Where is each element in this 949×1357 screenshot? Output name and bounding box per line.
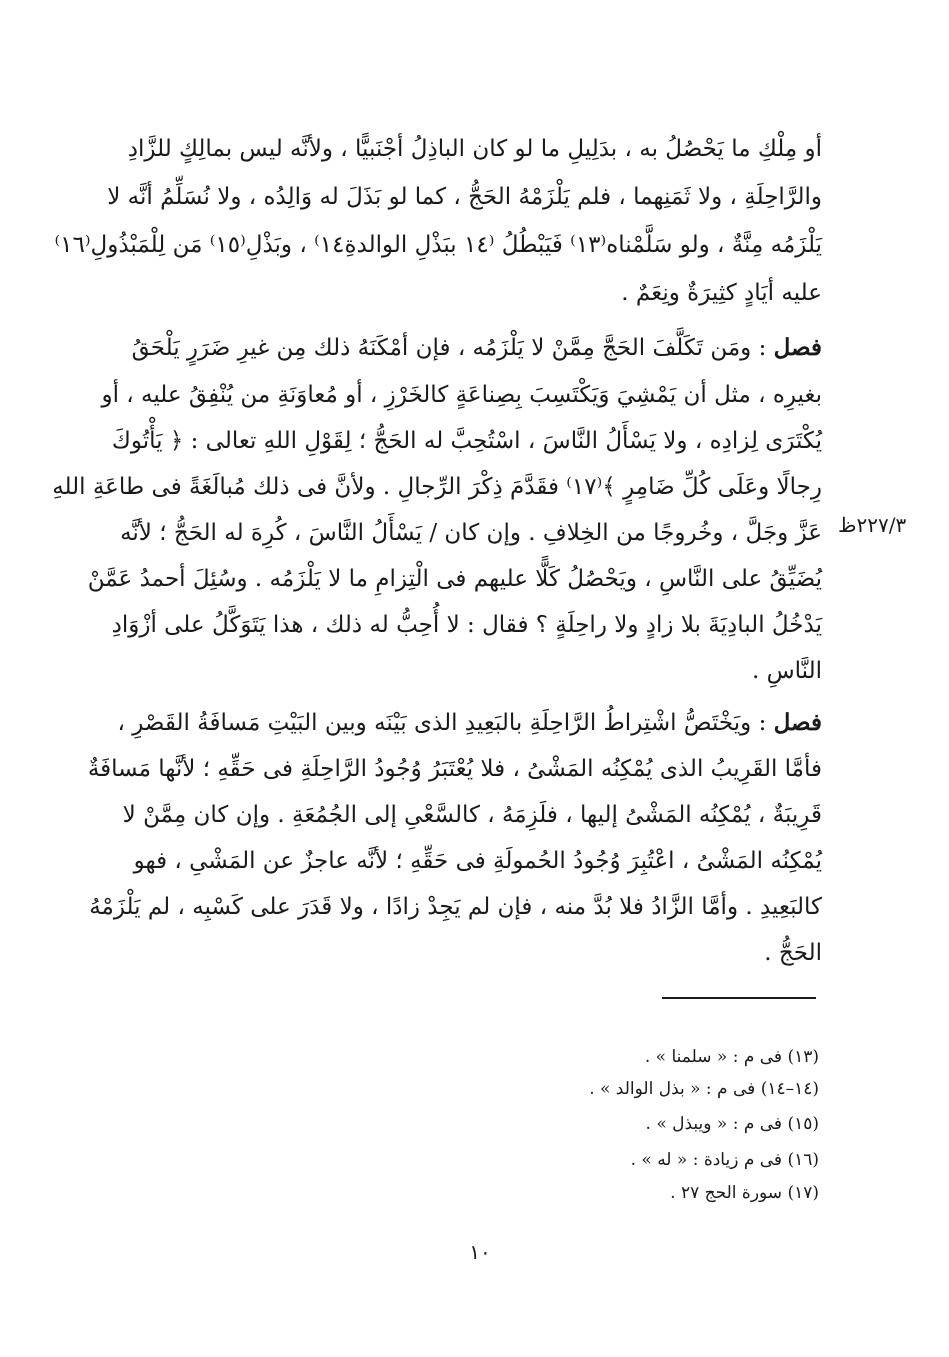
footnote-16: (١٦) فى م زيادة : « له » . xyxy=(630,1150,819,1170)
paragraph-2-line-5: عَزَّ وجَلَّ ، وخُروجًا من الخِلافِ . وإن كان / يَسْأَلُ النَّاسَ ، كُرِهَ له الحَجُّ ؛ لأنَّه xyxy=(120,520,822,546)
paragraph-3-line-6: الحَجُّ . xyxy=(764,940,822,966)
page-number: ١٠ xyxy=(469,1240,491,1264)
margin-page-reference: ٢٢٧/٣ظ xyxy=(838,513,907,537)
paragraph-2-line-6: يُضَيِّقُ على النَّاسِ ، ويَحْصُلُ كَلًّا عليهم فى الْتِزامِ ما لا يَلْزَمُه . وسُئِلَ أحمدُ عَمَّنْ xyxy=(87,566,822,592)
paragraph-3-line-2: فأمَّا القَرِيبُ الذى يُمْكِنُه المَشْىُ ، فلا يُعْتَبَرُ وُجُودُ الرَّاحِلَةِ فى حَقِّهِ ؛ لأنَّها مَسافَةٌ xyxy=(87,756,822,782)
footnote-17: (١٧) سورة الحج ٢٧ . xyxy=(670,1183,819,1203)
paragraph-3-line-3: قَرِيبَةٌ ، يُمْكِنُه المَشْىُ إليها ، فلَزِمَهُ ، كالسَّعْىِ إلى الجُمُعَةِ . وإن كان مِمَّنْ لا xyxy=(122,802,822,828)
footnote-14: (١٤–١٤) فى م : « بذل الوالد » . xyxy=(589,1079,819,1099)
paragraph-3-line-1-text: : ويَخْتَصُّ اشْتِراطُ الرَّاحِلَةِ بالبَعِيدِ الذى بَيْنَه وبين البَيْتِ مَسافَةُ القَصْرِ ، xyxy=(117,710,767,736)
paragraph-2-line-1 xyxy=(131,333,822,363)
footnote-15: (١٥) فى م : « ويبذل » . xyxy=(645,1114,819,1134)
paragraph-2-line-2: بغيرِه ، مثل أن يَمْشِيَ وَيَكْتَسِبَ بِصِناعَةٍ كالخَرْزِ ، أو مُعاوَنَةِ من يُنْفِقُ عليه ، أو xyxy=(101,382,822,408)
paragraph-2-line-8: النَّاسِ . xyxy=(751,658,822,684)
paragraph-1-line-3: يَلْزَمُه مِنَّةٌ ، ولو سَلَّمْناه⁽١٣⁾ فَيَبْطُلُ ⁽١٤ ببَذْلِ الوالدةِ١٤⁾ ، وبَذْلِ⁽١٥⁾ مَن لِلْمَبْذُولِ⁽١٦⁾ xyxy=(54,232,822,258)
paragraph-3-line-1 xyxy=(117,708,822,738)
footnote-13: (١٣) فى م : « سلمنا » . xyxy=(644,1047,819,1067)
paragraph-3-line-5: كالبَعِيدِ . وأمَّا الزَّادُ فلا بُدَّ منه ، فإن لم يَجِدْ زادًا ، ولا قَدَرَ على كَسْبِه ، لم يَلْزَمْهُ xyxy=(89,894,822,920)
paragraph-2-line-7: يَدْخُلُ البادِيَةَ بلا زادٍ ولا راحِلَةٍ ؟ فقال : لا أُحِبُّ له ذلك ، هذا يَتَوَكَّلُ على أزْوَادِ xyxy=(111,612,822,638)
paragraph-1-line-4: عليه أيَادٍ كثِيرَةٌ ونِعَمٌ . xyxy=(621,280,822,306)
paragraph-3-line-4: يُمْكِنُه المَشْىُ ، اعْتُبِرَ وُجُودُ الحُمولَةِ فى حَقِّهِ ؛ لأنَّه عاجزٌ عن المَشْىِ ، فهو xyxy=(133,848,822,874)
paragraph-2-line-3: يُكْتَرَى لِزادِه ، ولا يَسْأَلُ النَّاسَ ، اسْتُحِبَّ له الحَجُّ ؛ لِقَوْلِ اللهِ تعالى : ﴿ يَأْتُوكَ xyxy=(111,428,822,454)
paragraph-2-line-1-text: : ومَن تَكَلَّفَ الحَجَّ مِمَّنْ لا يَلْزَمُه ، فإن أمْكَنَهُ ذلك مِن غيرِ ضَرَرٍ يَلْحَقُ xyxy=(131,335,767,361)
paragraph-1-line-2: والرَّاحِلَةِ ، ولا ثَمَنِهما ، فلم يَلْزَمْهُ الحَجُّ ، كما لو بَذَلَ له وَالِدُه ، ولا نُسَلِّمُ أنَّه لا xyxy=(107,184,822,210)
paragraph-2-line-4: رِجالًا وعَلَى كُلِّ ضَامِرٍ ﴾⁽١٧⁾ فقَدَّمَ ذِكْرَ الرِّجالِ . ولأنَّ فى ذلك مُبالَغَةً فى طاعَةِ اللهِ xyxy=(52,474,822,500)
footnote-separator xyxy=(662,997,816,999)
paragraph-1-line-1: أو مِلْكِ ما يَحْصُلُ به ، بدَلِيلِ ما لو كان الباذِلُ أجْنَبيًّا ، ولأنَّه ليس بمالِكٍ للزَّادِ xyxy=(127,136,822,162)
section-heading: فصل xyxy=(773,709,822,736)
section-heading: فصل xyxy=(773,334,822,361)
